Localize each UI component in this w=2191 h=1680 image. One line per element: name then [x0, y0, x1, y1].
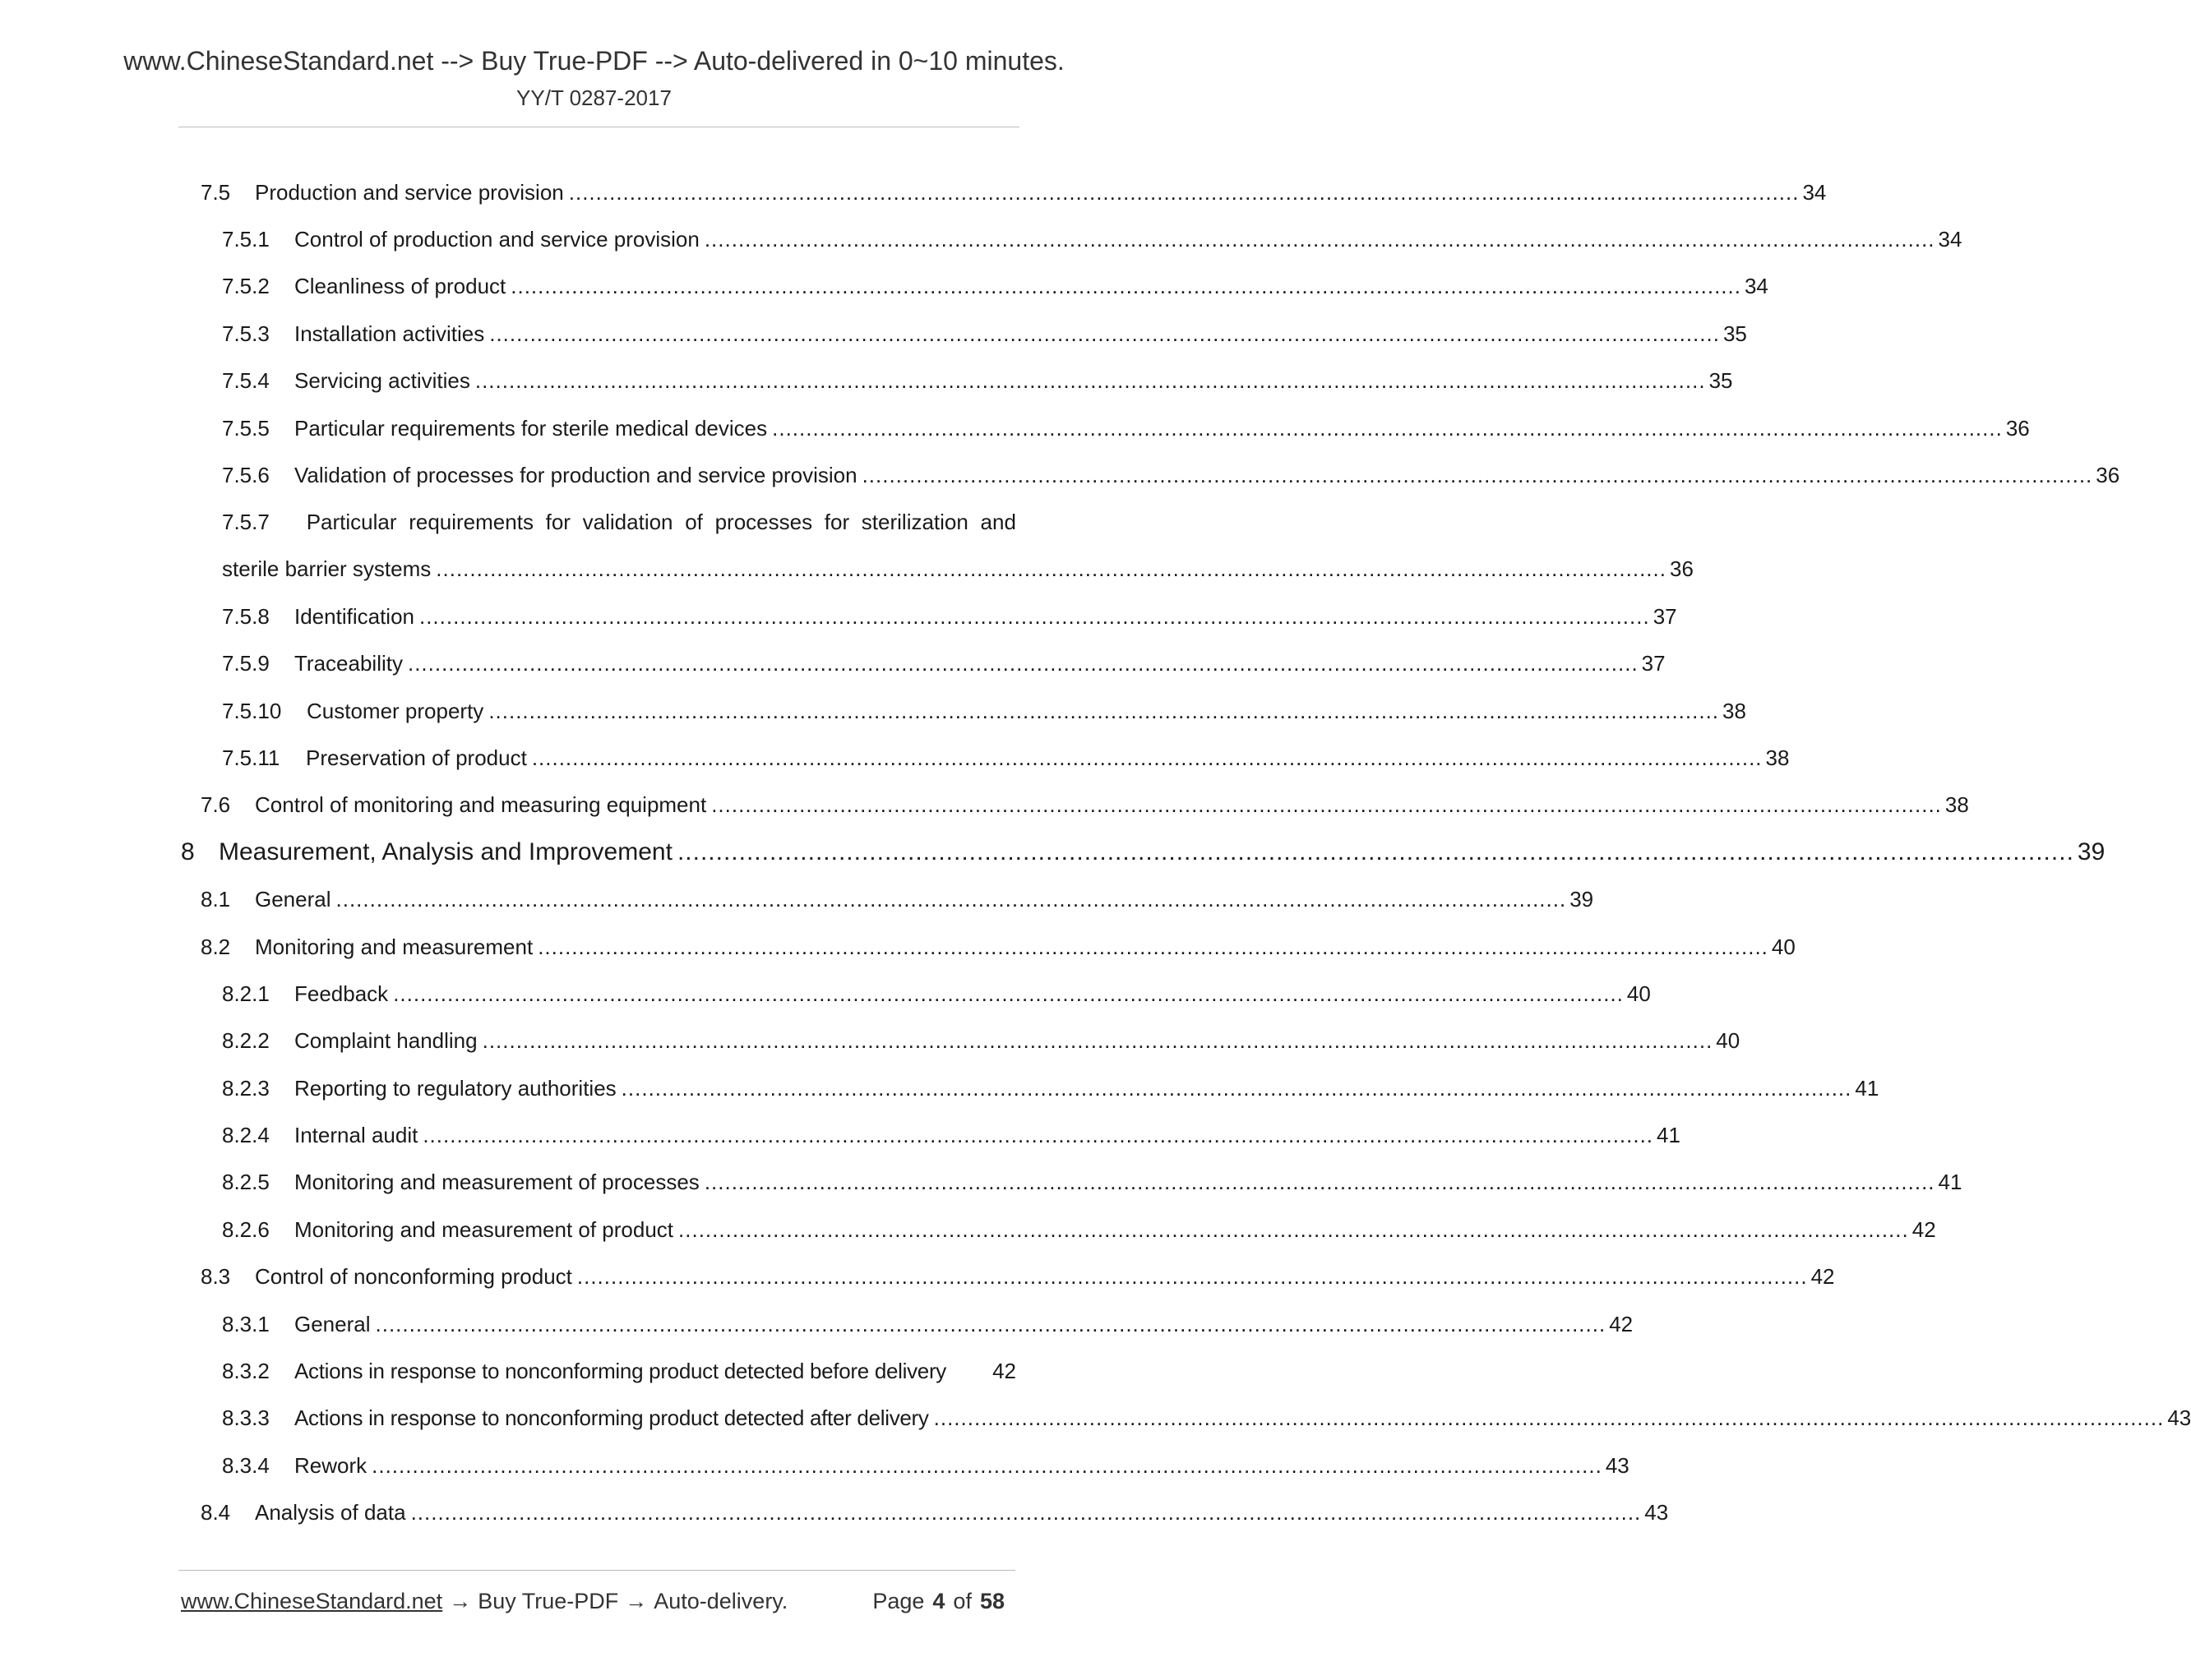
toc-title: Traceability — [294, 651, 403, 676]
footer-delivery-text: Auto-delivery. — [654, 1588, 788, 1613]
toc-title: Control of nonconforming product — [255, 1264, 572, 1289]
footer-divider — [178, 1570, 1015, 1571]
toc-title: Installation activities — [294, 321, 485, 346]
toc-page: 42 — [1609, 1312, 1634, 1336]
toc-number: 7.5 — [201, 180, 231, 205]
toc-leader: ...................................................................................................................................................................................... — [772, 416, 2003, 441]
toc-entry-8-3-2[interactable] — [222, 1351, 1016, 1384]
toc-title-word: requirements — [409, 510, 534, 534]
toc-entry-7-5-6[interactable] — [222, 455, 2120, 488]
toc-number: 8.2.6 — [222, 1217, 270, 1242]
page-current: 4 — [932, 1588, 945, 1613]
toc-page: 37 — [1652, 604, 1677, 629]
toc-title-word: for — [545, 510, 571, 534]
toc-leader: ...................................................................................................................................................................................... — [423, 1123, 1654, 1147]
toc-entry-7-6[interactable] — [201, 785, 1969, 818]
toc-page: 37 — [1641, 651, 1666, 676]
toc-page: 40 — [1716, 1028, 1740, 1053]
toc-title: Feedback — [294, 981, 389, 1006]
toc-page: 38 — [1944, 792, 1969, 817]
toc-leader: ...................................................................................................................................................................................... — [538, 935, 1768, 959]
toc-title: Analysis of data — [255, 1500, 406, 1525]
toc-page: 43 — [2167, 1405, 2191, 1430]
toc-title: Validation of processes for production and service provision — [294, 463, 857, 487]
toc-number: 7.6 — [201, 792, 231, 817]
toc-number: 8.1 — [201, 887, 231, 912]
toc-leader: ...................................................................................................................................................................................... — [933, 1405, 2165, 1430]
toc-leader: ...................................................................................................................................................................................... — [531, 745, 1763, 770]
toc-page: 41 — [1938, 1170, 1962, 1194]
toc-leader: ...................................................................................................................................................................................... — [862, 463, 2093, 487]
toc-title: Control of monitoring and measuring equipment — [255, 792, 707, 817]
toc-number: 8.3.4 — [222, 1453, 270, 1478]
toc-entry-8-2-1[interactable] — [222, 974, 1651, 1007]
toc-leader: ...................................................................................................................................................................................... — [704, 1170, 1935, 1194]
toc-page: 41 — [1855, 1076, 1879, 1101]
toc-page: 36 — [1669, 556, 1694, 581]
toc-title: General — [294, 1312, 371, 1336]
toc-title: Monitoring and measurement of processes — [294, 1170, 700, 1194]
toc-page: 38 — [1765, 745, 1790, 770]
toc-page: 34 — [1938, 227, 1962, 252]
toc-entry-7-5[interactable] — [201, 173, 1827, 205]
toc-number: 7.5.3 — [222, 321, 270, 346]
toc-number: 7.5.5 — [222, 416, 270, 441]
toc-title: Actions in response to nonconforming product detected after delivery — [294, 1405, 929, 1430]
toc-page: 36 — [2005, 416, 2030, 441]
toc-entry-8-2-4[interactable] — [222, 1115, 1680, 1148]
toc-leader: ...................................................................................................................................................................................... — [489, 321, 1720, 346]
toc-number: 8.3 — [201, 1264, 231, 1289]
toc-number: 8.3.1 — [222, 1312, 270, 1336]
toc-page: 36 — [2096, 463, 2120, 487]
toc-page: 40 — [1771, 935, 1796, 959]
toc-title: Reporting to regulatory authorities — [294, 1076, 617, 1101]
toc-title-word: and — [980, 510, 1016, 534]
toc-page: 42 — [1810, 1264, 1835, 1289]
toc-entry-8-3[interactable] — [201, 1257, 1835, 1290]
toc-title-word: validation — [582, 510, 673, 534]
toc-title: Preservation of product — [306, 745, 527, 770]
toc-entry-8-3-4[interactable] — [222, 1446, 1629, 1479]
toc-page: 38 — [1722, 699, 1746, 723]
standard-code: YY/T 0287-2017 — [516, 85, 672, 110]
toc-number: 8.2.5 — [222, 1170, 270, 1194]
toc-title: General — [255, 887, 331, 912]
toc-page: 34 — [1744, 274, 1768, 298]
toc-page: 43 — [1605, 1453, 1629, 1478]
toc-title: Actions in response to nonconforming product detected before delivery — [294, 1359, 947, 1383]
footer-links — [181, 1585, 788, 1618]
toc-entry-7-5-5[interactable] — [222, 408, 2030, 441]
toc-leader: ...................................................................................................................................................................................... — [474, 368, 1706, 393]
toc-page: 43 — [1644, 1500, 1669, 1525]
footer-site-link[interactable]: www.ChineseStandard.net — [181, 1588, 443, 1613]
toc-number: 7.5.9 — [222, 651, 270, 676]
toc-page: 39 — [2077, 838, 2105, 865]
toc-number: 7.5.1 — [222, 227, 270, 252]
toc-page: 42 — [992, 1359, 1016, 1383]
page-of: of — [953, 1588, 972, 1613]
toc-entry-7-5-4[interactable] — [222, 361, 1733, 394]
toc-page: 35 — [1708, 368, 1733, 393]
toc-leader: ...................................................................................................................................................................................... — [375, 1312, 1606, 1336]
toc-entry-8-2-6[interactable] — [222, 1210, 1936, 1243]
toc-title: Rework — [294, 1453, 367, 1478]
toc-number: 8.2.2 — [222, 1028, 270, 1053]
toc-entry-8-2[interactable] — [201, 927, 1796, 960]
toc-leader: ...................................................................................................................................................................................... — [678, 1217, 1909, 1242]
toc-leader: ...................................................................................................................................................................................... — [568, 180, 1800, 205]
toc-title: Particular requirements for sterile medical devices — [294, 416, 768, 441]
toc-title-word: Particular — [306, 510, 397, 534]
toc-leader: ...................................................................................................................................................................................... — [621, 1076, 1852, 1101]
toc-entry-7-5-11[interactable] — [222, 738, 1790, 771]
page-total: 58 — [979, 1588, 1005, 1613]
toc-title: Servicing activities — [294, 368, 470, 393]
toc-entry-7-5-8[interactable] — [222, 597, 1677, 630]
toc-leader: ...................................................................................................................................................................................... — [704, 227, 1935, 252]
toc-entry-8[interactable] — [181, 833, 2105, 865]
toc-number: 7.5.7 — [222, 510, 270, 534]
toc-entry-7-5-2[interactable] — [222, 266, 1768, 299]
toc-entry-7-5-9[interactable] — [222, 644, 1666, 676]
toc-page: 35 — [1722, 321, 1747, 346]
toc-leader: ...................................................................................................................................................................................... — [576, 1264, 1808, 1289]
page-indicator — [872, 1585, 1013, 1618]
toc-page: 41 — [1657, 1123, 1680, 1147]
toc-title: Control of production and service provision — [294, 227, 700, 252]
toc-entry-7-5-7-cont[interactable] — [222, 549, 1694, 582]
toc-number: 8.4 — [201, 1500, 231, 1525]
toc-title-word: for — [824, 510, 850, 534]
toc-number: 8.3.2 — [222, 1359, 270, 1383]
toc-entry-7-5-3[interactable] — [222, 314, 1747, 347]
toc-number: 7.5.8 — [222, 604, 270, 629]
arrow-icon: → — [449, 1588, 472, 1613]
toc-leader: ...................................................................................................................................................................................... — [407, 651, 1639, 676]
toc-title: Identification — [294, 604, 414, 629]
toc-entry-7-5-10[interactable] — [222, 691, 1746, 724]
toc-leader: ...................................................................................................................................................................................... — [418, 604, 1650, 629]
toc-number: 7.5.10 — [222, 699, 282, 723]
arrow-icon: → — [625, 1588, 648, 1613]
toc-title-word: processes — [714, 510, 813, 534]
toc-leader: ...................................................................................................................................................................................... — [488, 699, 1720, 723]
toc-leader: ...................................................................................................................................................................................... — [677, 838, 2074, 865]
toc-leader: ...................................................................................................................................................................................... — [436, 556, 1666, 581]
toc-entry-8-3-3[interactable] — [222, 1398, 2191, 1431]
toc-number: 8.2.4 — [222, 1123, 270, 1147]
toc-entry-8-2-3[interactable] — [222, 1068, 1879, 1101]
toc-title: Internal audit — [294, 1123, 418, 1147]
toc-number: 7.5.2 — [222, 274, 270, 298]
toc-leader: ...................................................................................................................................................................................... — [711, 792, 1942, 817]
toc-page: 39 — [1569, 887, 1594, 912]
toc-leader: ...................................................................................................................................................................................... — [482, 1028, 1713, 1053]
toc-number: 8.3.3 — [222, 1405, 270, 1430]
toc-entry-7-5-7[interactable] — [222, 502, 1016, 535]
toc-title-word: sterilization — [861, 510, 968, 534]
toc-title: Monitoring and measurement of product — [294, 1217, 674, 1242]
toc-leader: ...................................................................................................................................................................................... — [335, 887, 1567, 912]
footer-buy-text: Buy True-PDF — [478, 1588, 619, 1613]
page-label: Page — [872, 1588, 925, 1613]
toc-title: sterile barrier systems — [222, 556, 432, 581]
toc-entry-8-2-2[interactable] — [222, 1021, 1740, 1054]
toc-title: Measurement, Analysis and Improvement — [219, 838, 673, 865]
toc-leader: ...................................................................................................................................................................................... — [393, 981, 1624, 1006]
toc-title: Complaint handling — [294, 1028, 478, 1053]
toc-number: 8.2.1 — [222, 981, 270, 1006]
toc-entry-8-2-5[interactable] — [222, 1162, 1962, 1195]
toc-title: Customer property — [307, 699, 484, 723]
toc-title-word: of — [685, 510, 703, 534]
toc-number: 7.5.11 — [222, 745, 280, 770]
toc-entry-7-5-1[interactable] — [222, 219, 1962, 252]
toc-leader: ...................................................................................................................................................................................... — [372, 1453, 1602, 1478]
toc-title: Cleanliness of product — [294, 274, 506, 298]
toc-entry-8-1[interactable] — [201, 879, 1594, 912]
toc-leader: ...................................................................................................................................................................................... — [410, 1500, 1642, 1525]
header-banner[interactable]: www.ChineseStandard.net --> Buy True-PDF --> Auto-delivered in 0~10 minutes. — [123, 46, 1065, 76]
toc-title: Monitoring and measurement — [255, 935, 534, 959]
toc-entry-8-3-1[interactable] — [222, 1304, 1634, 1337]
toc-number: 8 — [181, 838, 195, 865]
toc-title: Production and service provision — [255, 180, 564, 205]
toc-number: 7.5.4 — [222, 368, 270, 393]
toc-entry-8-4[interactable] — [201, 1493, 1669, 1525]
toc-number: 7.5.6 — [222, 463, 270, 487]
toc-number: 8.2.3 — [222, 1076, 270, 1101]
toc-number: 8.2 — [201, 935, 231, 959]
toc-page: 34 — [1802, 180, 1827, 205]
toc-page: 40 — [1626, 981, 1651, 1006]
toc-page: 42 — [1911, 1217, 1936, 1242]
toc-leader: ...................................................................................................................................................................................... — [511, 274, 1741, 298]
